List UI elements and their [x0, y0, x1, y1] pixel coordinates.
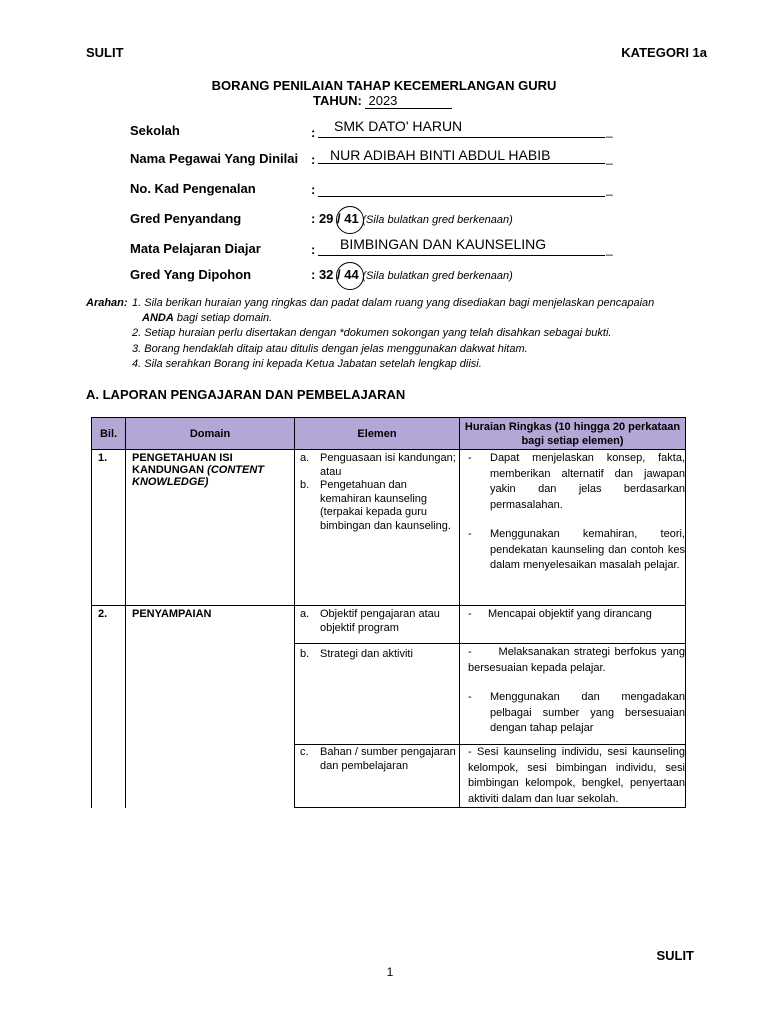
sekolah-label: Sekolah — [130, 123, 180, 138]
sekolah-trail: _ — [606, 124, 613, 138]
mata-pelajaran-label: Mata Pelajaran Diajar — [130, 241, 261, 256]
header-sulit-label: SULIT — [86, 45, 124, 60]
row1-domain — [126, 450, 295, 606]
header-huraian: Huraian Ringkas (10 hingga 20 perkataan bagi setiap elemen) — [460, 418, 686, 450]
row2-elemen-a: a. Objektif pengajaran atau objektif program — [295, 606, 460, 644]
row1-elemen — [295, 450, 460, 606]
row1-huraian-item-1: - Dapat menjelaskan konsep, fakta, memberikan alternatif dan jawapan yakin dan jelas berdasarkan permasalahan. — [468, 452, 685, 511]
kad-trail: _ — [606, 182, 613, 196]
row1-domain-text: PENGETAHUAN ISI KANDUNGAN — [132, 452, 233, 476]
tahun-row — [313, 93, 452, 109]
gred-penyandang-circle — [336, 206, 364, 234]
tahun-value[interactable]: 2023 — [365, 93, 452, 109]
page-number: 1 — [386, 965, 394, 979]
row2-huraian-b-item-1: - Melaksanakan strategi berfokus yang bersesuaian kepada pelajar. — [468, 646, 686, 674]
row1-huraian-item-2: - Menggunakan kemahiran, teori, pendekatan kaunseling dan contoh kes dalam menyelesaikan masalah pelajar. — [468, 528, 685, 571]
nama-label: Nama Pegawai Yang Dinilai — [130, 151, 299, 166]
header-elemen: Elemen — [295, 418, 460, 450]
table-row — [92, 450, 686, 606]
kad-colon: : — [311, 182, 316, 197]
row1-elemen-b: b. Pengetahuan dan kemahiran kaunseling (terpakai kepada guru bimbingan dan kaunseling. — [300, 479, 451, 532]
gred-dipohon-sep: / — [337, 267, 341, 282]
gred-dipohon-label: Gred Yang Dipohon — [130, 267, 252, 282]
row2-huraian-c[interactable]: - Sesi kaunseling individu, sesi kaunseling kelompok, sesi bimbingan individu, sesi bimbingan kelompok, bengkel, penyertaan aktiviti dalam dan luar sekolah. — [460, 745, 686, 808]
gred-dipohon-note: (Sila bulatkan gred berkenaan) — [362, 270, 513, 282]
table-row — [92, 606, 686, 644]
arahan-item-1-tail: bagi setiap domain. — [173, 312, 273, 325]
gred-penyandang-row: : 29 / 41 (Sila bulatkan gred berkenaan) — [311, 211, 513, 226]
arahan-block — [86, 296, 690, 372]
header-domain: Domain — [126, 418, 295, 450]
arahan-item-1: 1. Sila berikan huraian yang ringkas dan padat dalam ruang yang disediakan bagi menjelaskan pencapaian — [132, 297, 655, 309]
arahan-item-4: 4. Sila serahkan Borang ini kepada Ketua Jabatan setelah lengkap diisi. — [132, 357, 482, 370]
header-kategori-label: KATEGORI 1a — [621, 45, 707, 60]
arahan-anda: ANDA — [142, 312, 174, 325]
arahan-item-1-cont — [86, 311, 690, 326]
nama-value[interactable]: NUR ADIBAH BINTI ABDUL HABIB — [330, 147, 551, 163]
arahan-item-2: 2. Setiap huraian perlu disertakan dengan *dokumen sokongan yang telah disahkan sebagai bukti. — [132, 327, 612, 340]
section-a-heading: A. LAPORAN PENGAJARAN DAN PEMBELAJARAN — [86, 387, 406, 402]
row1-huraian[interactable] — [460, 450, 686, 606]
sekolah-value[interactable]: SMK DATO' HARUN — [334, 118, 463, 134]
header-bil: Bil. — [92, 418, 126, 450]
footer-sulit-label: SULIT — [656, 948, 694, 963]
gred-dipohon-option-32[interactable]: 32 — [318, 267, 334, 282]
arahan-item-3: 3. Borang hendaklah ditaip atau ditulis dengan jelas menggunakan dakwat hitam. — [132, 342, 528, 355]
table-header-row — [92, 418, 686, 450]
mata-pelajaran-trail: _ — [606, 242, 613, 256]
gred-penyandang-option-29[interactable]: 29 — [318, 211, 334, 226]
row2-huraian-a[interactable]: - Mencapai objektif yang dirancang — [460, 606, 686, 644]
row2-huraian-b-item-2: - Menggunakan dan mengadakan pelbagai sumber yang bersesuaian dengan tahap pelajar — [468, 691, 685, 734]
mata-pelajaran-value[interactable]: BIMBINGAN DAN KAUNSELING — [340, 236, 547, 252]
arahan-label: Arahan: — [86, 297, 128, 309]
row1-elemen-a: a. Penguasaan isi kandungan; atau — [300, 452, 456, 478]
nama-trail: _ — [606, 151, 613, 165]
row1-domain-italic: (CONTENT KNOWLEDGE) — [132, 464, 264, 488]
kad-label: No. Kad Pengenalan — [130, 181, 256, 196]
form-title: BORANG PENILAIAN TAHAP KECEMERLANGAN GURU — [211, 78, 557, 93]
tahun-label: TAHUN: — [313, 93, 362, 108]
row2-huraian-b[interactable] — [460, 644, 686, 745]
gred-penyandang-note: (Sila bulatkan gred berkenaan) — [362, 214, 513, 226]
row2-elemen-b: b. Strategi dan aktiviti — [295, 644, 460, 745]
gred-dipohon-option-44[interactable]: 44 — [344, 267, 359, 282]
row1-bil: 1. — [92, 450, 126, 606]
nama-colon: : — [311, 152, 316, 167]
kad-underline — [318, 195, 605, 197]
mata-pelajaran-underline — [318, 254, 605, 256]
assessment-table — [91, 417, 686, 808]
gred-dipohon-circle — [336, 262, 364, 290]
row2-bil: 2. — [92, 606, 126, 808]
row2-domain: PENYAMPAIAN — [126, 606, 295, 808]
gred-penyandang-sep: / — [337, 211, 341, 226]
mata-pelajaran-colon: : — [311, 242, 316, 257]
row2-elemen-c: c. Bahan / sumber pengajaran dan pembelajaran — [295, 745, 460, 808]
sekolah-underline — [318, 136, 605, 138]
sekolah-colon: : — [311, 125, 316, 140]
gred-penyandang-label: Gred Penyandang — [130, 211, 242, 226]
gred-penyandang-option-41[interactable]: 41 — [344, 211, 359, 226]
gred-dipohon-row: : 32 / 44 (Sila bulatkan gred berkenaan) — [311, 267, 513, 282]
